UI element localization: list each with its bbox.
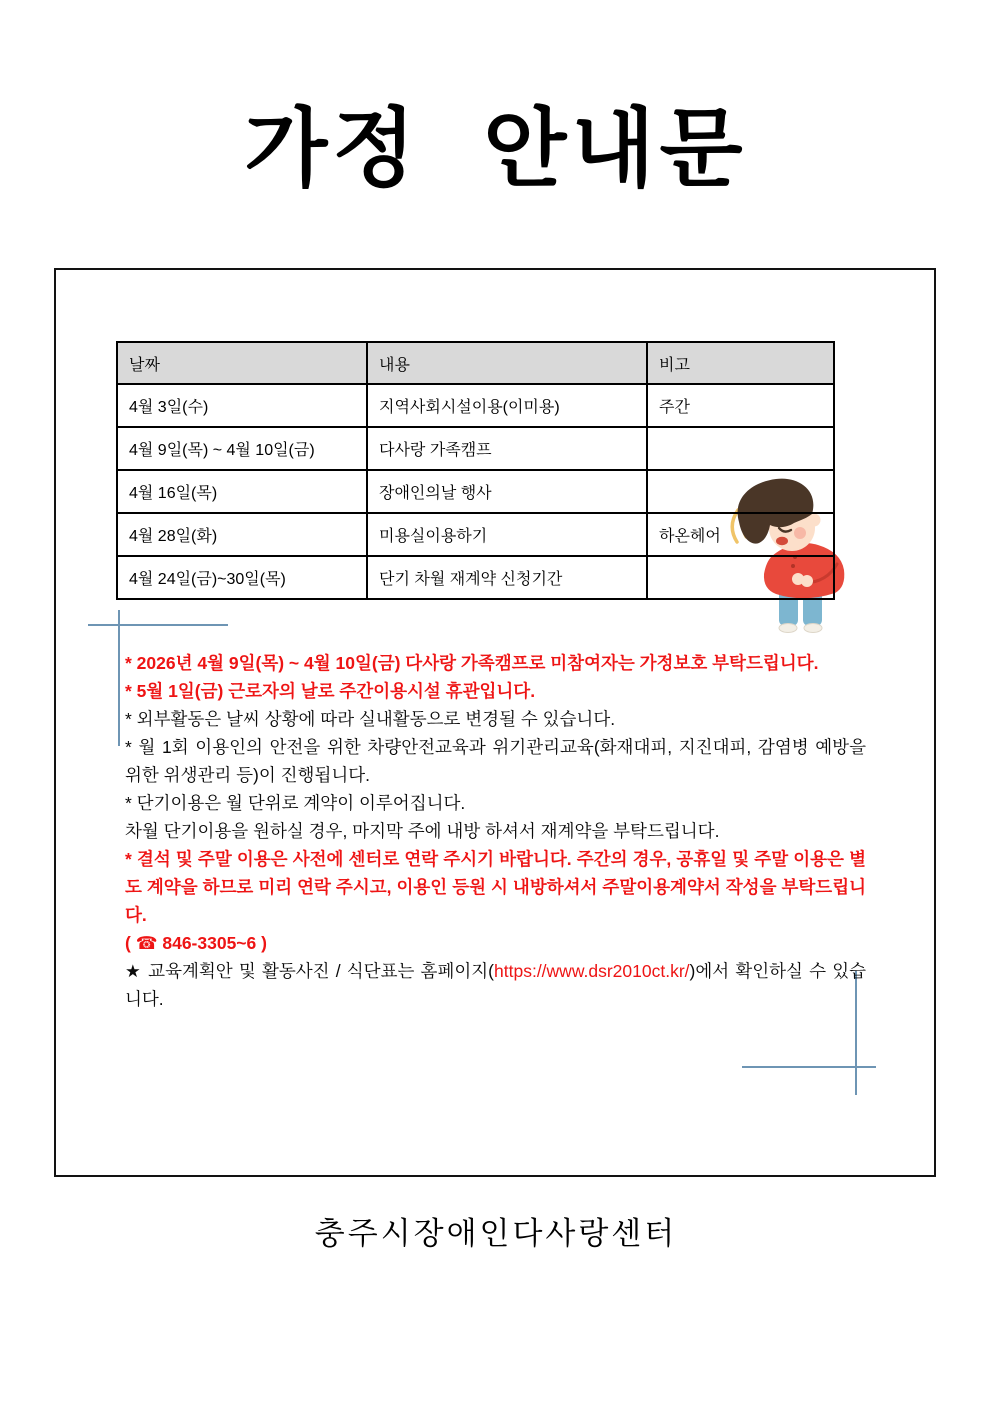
cell-note: 주간 bbox=[647, 384, 834, 427]
cell-date: 4월 3일(수) bbox=[117, 384, 367, 427]
cell-note bbox=[647, 556, 834, 599]
cell-content: 장애인의날 행사 bbox=[367, 470, 647, 513]
note-labor-day: * 5월 1일(금) 근로자의 날로 주간이용시설 휴관입니다. bbox=[125, 681, 536, 701]
cell-note: 하온헤어 bbox=[647, 513, 834, 556]
cell-date: 4월 9일(목) ~ 4월 10일(금) bbox=[117, 427, 367, 470]
header-date: 날짜 bbox=[117, 342, 367, 384]
note-weather: * 외부활동은 날씨 상황에 따라 실내활동으로 변경될 수 있습니다. bbox=[125, 709, 616, 729]
table-row bbox=[117, 427, 834, 470]
note-safety-edu: * 월 1회 이용인의 안전을 위한 차량안전교육과 위기관리교육(화재대피, 지진대피, 감염병 예방을 위한 위생관리 등)이 진행됩니다. bbox=[125, 737, 866, 785]
homepage-line-prefix: ★ 교육계획안 및 활동사진 / 식단표는 홈페이지( bbox=[125, 961, 495, 981]
table-row bbox=[117, 556, 834, 599]
homepage-line bbox=[125, 957, 866, 1013]
note-recontract: 차월 단기이용을 원하실 경우, 마지막 주에 내방 하셔서 재계약을 부탁드립니다. bbox=[125, 821, 720, 841]
note-monthly-contract: * 단기이용은 월 단위로 계약이 이루어집니다. bbox=[125, 793, 466, 813]
center-name-footer: 충주시장애인다사랑센터 bbox=[314, 1216, 678, 1251]
table-header-row bbox=[117, 342, 834, 384]
cell-date: 4월 16일(목) bbox=[117, 470, 367, 513]
note-campcare: * 2026년 4월 9일(목) ~ 4월 10일(금) 다사랑 가족캠프로 미참여자는 가정보호 부탁드립니다. bbox=[125, 653, 819, 673]
cell-content: 다사랑 가족캠프 bbox=[367, 427, 647, 470]
table-row bbox=[117, 384, 834, 427]
homepage-line-suffix: )에서 확인하실 수 있습니다. bbox=[125, 961, 867, 1009]
table-row bbox=[117, 470, 834, 513]
homepage-link[interactable]: https://www.dsr2010ct.kr/ bbox=[494, 961, 690, 981]
phone-line: ( ☎ 846-3305~6 ) bbox=[125, 933, 267, 953]
note-absence: * 결석 및 주말 이용은 사전에 센터로 연락 주시기 바랍니다. 주간의 경우, 공휴일 및 주말 이용은 별도 계약을 하므로 미리 연락 주시고, 이용인 등원 시 내방하셔서 주말이용계약서 작성을 부탁드립니다. bbox=[125, 849, 866, 925]
schedule-table bbox=[116, 341, 835, 600]
notes-block bbox=[125, 649, 866, 1013]
cell-content: 단기 차월 재계약 신청기간 bbox=[367, 556, 647, 599]
page-title: 가정 안내문 bbox=[244, 101, 748, 197]
table-row bbox=[117, 513, 834, 556]
cell-content: 미용실이용하기 bbox=[367, 513, 647, 556]
header-note: 비고 bbox=[647, 342, 834, 384]
cell-note bbox=[647, 470, 834, 513]
cell-note bbox=[647, 427, 834, 470]
cell-date: 4월 28일(화) bbox=[117, 513, 367, 556]
cell-content: 지역사회시설이용(이미용) bbox=[367, 384, 647, 427]
cell-date: 4월 24일(금)~30일(목) bbox=[117, 556, 367, 599]
header-content: 내용 bbox=[367, 342, 647, 384]
